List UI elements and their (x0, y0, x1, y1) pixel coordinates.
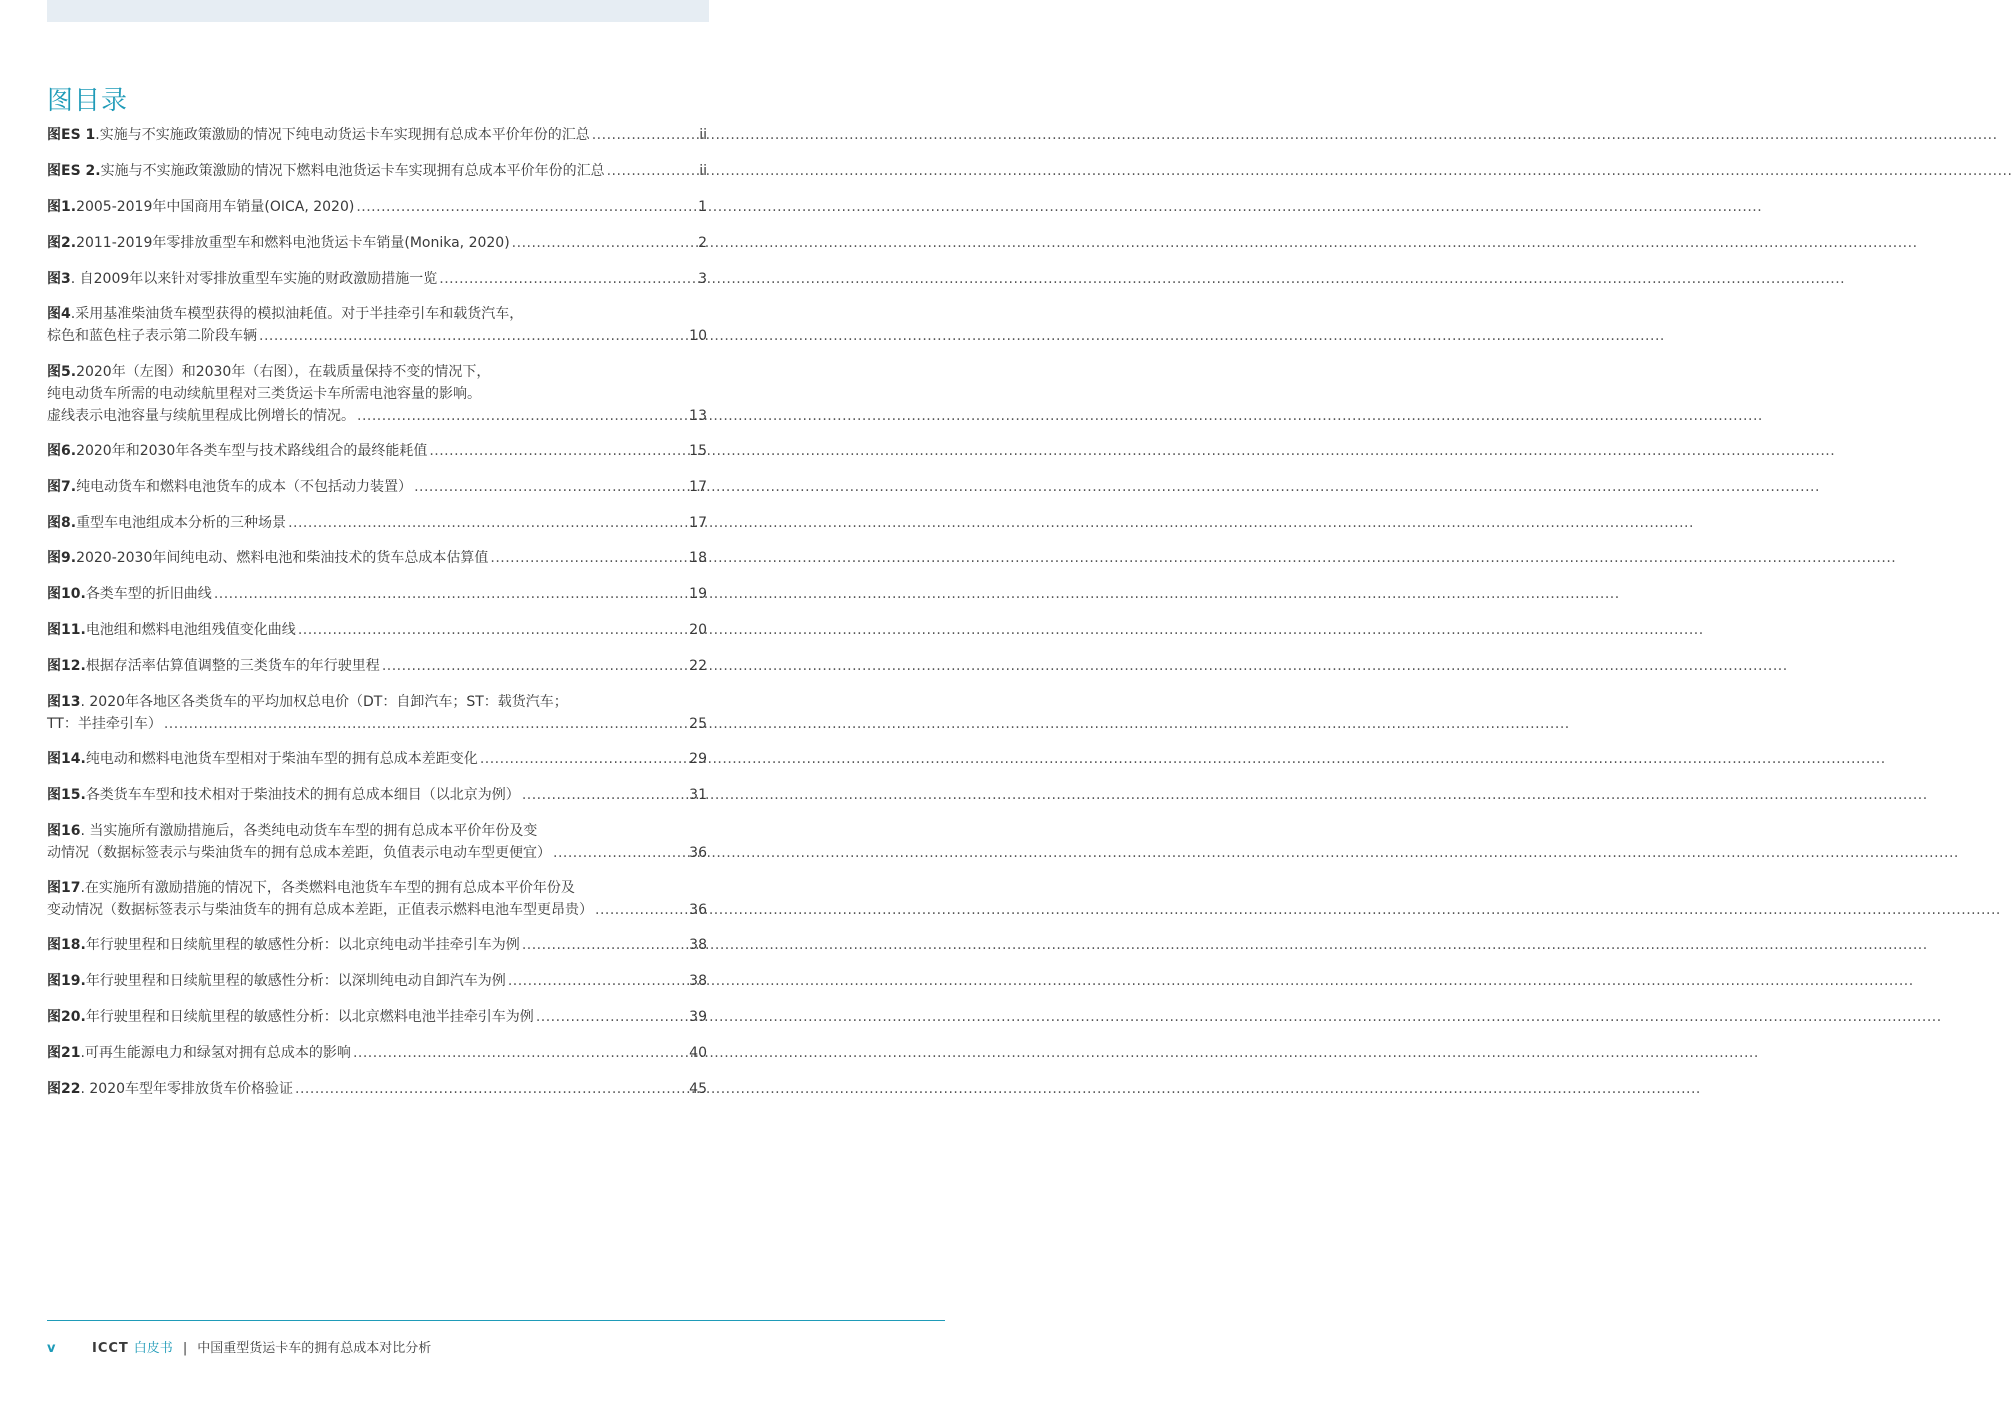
toc-dot-leader (382, 655, 687, 677)
toc-entry-line (47, 784, 707, 806)
toc-figure-label: 图4 (47, 306, 71, 322)
toc-dot-leader (512, 232, 696, 254)
toc-dot-leader (607, 160, 698, 182)
toc-figure-label: 图2. (47, 235, 77, 251)
toc-caption: 电池组和燃料电池组残值变化曲线 (85, 622, 296, 638)
footer-divider (47, 1320, 945, 1321)
toc-caption: 重型车电池组成本分析的三种场景 (76, 515, 287, 531)
toc-page-number: 19 (689, 586, 707, 602)
toc-caption: 变动情况（数据标签表示与柴油货车的拥有总成本差距，正值表示燃料电池车型更昂贵） (47, 902, 593, 918)
toc-caption: .可再生能源电力和绿氢对拥有总成本的影响 (80, 1045, 351, 1061)
toc-entry[interactable] (47, 784, 707, 806)
toc-page-number: 17 (689, 515, 707, 531)
toc-entry-line (47, 877, 707, 899)
toc-caption: . 自2009年以来针对零排放重型车实施的财政激励措施一览 (70, 271, 438, 287)
toc-dot-leader (288, 512, 687, 534)
toc-entry[interactable] (47, 583, 707, 605)
toc-dot-leader (353, 1042, 687, 1064)
toc-page-number: 38 (689, 973, 707, 989)
toc-figure-label: 图10. (47, 586, 86, 602)
toc-caption: 各类货车车型和技术相对于柴油技术的拥有总成本细目（以北京为例） (85, 787, 520, 803)
toc-dot-leader (490, 547, 687, 569)
toc-entry-line (47, 303, 707, 325)
toc-figure-label: 图15. (47, 787, 86, 803)
toc-figure-label: 图19. (47, 973, 86, 989)
toc-entry[interactable] (47, 655, 707, 677)
toc-caption: TT：半挂牵引车） (47, 716, 162, 732)
toc-entry[interactable] (47, 124, 707, 146)
toc-figure-label: 图17 (47, 880, 81, 896)
toc-figure-label: 图20. (47, 1009, 86, 1025)
toc-entry[interactable] (47, 476, 707, 498)
toc-page-number: 38 (689, 937, 707, 953)
toc-dot-leader (429, 440, 687, 462)
toc-entry-line (47, 547, 707, 569)
toc-page-number: 22 (689, 658, 707, 674)
toc-figure-label: 图3 (47, 271, 71, 287)
toc-page-number: 29 (689, 751, 707, 767)
toc-entry-line (47, 325, 707, 347)
toc-figure-label: 图22 (47, 1081, 81, 1097)
toc-entry-line (47, 1042, 707, 1064)
toc-entry[interactable] (47, 1042, 707, 1064)
toc-caption: 纯电动货车所需的电动续航里程对三类货运卡车所需电池容量的影响。 (47, 386, 481, 402)
toc-entry-line (47, 820, 707, 842)
footer (47, 1337, 431, 1356)
footer-org: ICCT (92, 1341, 129, 1356)
toc-entry-line (47, 1078, 707, 1100)
toc-caption: . 当实施所有激励措施后，各类纯电动货车车型的拥有总成本平价年份及变 (80, 823, 538, 839)
toc-caption: 年行驶里程和日续航里程的敏感性分析：以北京纯电动半挂牵引车为例 (85, 937, 520, 953)
toc-entry-line (47, 440, 707, 462)
header-band (47, 0, 709, 22)
toc-dot-leader (522, 934, 687, 956)
toc-page-number: 18 (689, 550, 707, 566)
toc-caption: 2020年和2030年各类车型与技术路线组合的最终能耗值 (76, 443, 428, 459)
toc-dot-leader (164, 713, 687, 735)
toc-entry[interactable] (47, 877, 707, 921)
toc-caption: 动情况（数据标签表示与柴油货车的拥有总成本差距，负值表示电动车型更便宜） (47, 845, 551, 861)
toc-caption: .在实施所有激励措施的情况下，各类燃料电池货车车型的拥有总成本平价年份及 (80, 880, 575, 896)
toc-entry-line (47, 512, 707, 534)
toc-dot-leader (439, 268, 696, 290)
toc-entry[interactable] (47, 547, 707, 569)
toc-entry-line (47, 405, 707, 427)
toc-entry[interactable] (47, 303, 707, 347)
toc-dot-leader (214, 583, 687, 605)
toc-entry[interactable] (47, 619, 707, 641)
toc-dot-leader (414, 476, 687, 498)
toc-caption: 年行驶里程和日续航里程的敏感性分析：以北京燃料电池半挂牵引车为例 (85, 1009, 534, 1025)
toc-entry-line (47, 124, 707, 146)
toc-dot-leader (595, 899, 687, 921)
toc-page-number: 45 (689, 1081, 707, 1097)
toc-caption: 年行驶里程和日续航里程的敏感性分析：以深圳纯电动自卸汽车为例 (85, 973, 506, 989)
toc-entry-line (47, 476, 707, 498)
toc-caption: 棕色和蓝色柱子表示第二阶段车辆 (47, 328, 257, 344)
toc-entry-line (47, 1006, 707, 1028)
toc-caption: 根据存活率估算值调整的三类货车的年行驶里程 (85, 658, 380, 674)
footer-page-number: v (47, 1341, 56, 1356)
toc-entry[interactable] (47, 820, 707, 864)
toc-entry-line (47, 160, 707, 182)
toc-entry[interactable] (47, 160, 707, 182)
toc-figure-label: 图6. (47, 443, 77, 459)
toc-figure-label: 图11. (47, 622, 86, 638)
toc-page-number: 17 (689, 479, 707, 495)
toc-caption: 2020-2030年间纯电动、燃料电池和柴油技术的货车总成本估算值 (76, 550, 489, 566)
footer-doc-type: 白皮书 (133, 1341, 173, 1356)
toc-entry[interactable] (47, 196, 707, 218)
toc-caption: 2011-2019年零排放重型车和燃料电池货运卡车销量(Monika, 2020) (76, 235, 510, 251)
toc-page-number: 10 (689, 328, 707, 344)
toc-page-number: 20 (689, 622, 707, 638)
footer-separator: | (182, 1341, 188, 1356)
toc-page-number: 3 (698, 271, 707, 287)
toc-entry[interactable] (47, 970, 707, 992)
toc-dot-leader (522, 784, 687, 806)
toc-entry-line (47, 842, 707, 864)
toc-caption: 各类车型的折旧曲线 (85, 586, 212, 602)
toc-dot-leader (357, 405, 687, 427)
toc-entry-line (47, 691, 707, 713)
toc-entry-line (47, 583, 707, 605)
toc-page-number: ii (699, 127, 707, 143)
toc-caption: . 2020车型年零排放货车价格验证 (80, 1081, 294, 1097)
toc-page-number: 36 (689, 902, 707, 918)
toc-caption: . 2020年各地区各类货车的平均加权总电价（DT：自卸汽车；ST：载货汽车； (80, 694, 568, 710)
toc-figure-label: 图18. (47, 937, 86, 953)
toc-figure-label: 图8. (47, 515, 77, 531)
toc-entry[interactable] (47, 361, 707, 427)
toc-page-number: 36 (689, 845, 707, 861)
toc-entry-line (47, 934, 707, 956)
toc-caption: 纯电动货车和燃料电池货车的成本（不包括动力装置） (76, 479, 413, 495)
toc-caption: 实施与不实施政策激励的情况下燃料电池货运卡车实现拥有总成本平价年份的汇总 (100, 163, 605, 179)
toc-figure-label: 图7. (47, 479, 77, 495)
toc-figure-label: 图ES 1 (47, 127, 96, 143)
toc-dot-leader (536, 1006, 687, 1028)
toc-entry-line (47, 383, 707, 405)
toc-entry-line (47, 268, 707, 290)
toc-entry-line (47, 232, 707, 254)
toc-figure-label: 图9. (47, 550, 77, 566)
footer-doc-title: 中国重型货运卡车的拥有总成本对比分析 (197, 1341, 432, 1356)
toc-page-number: 39 (689, 1009, 707, 1025)
toc-entry-line (47, 713, 707, 735)
toc-dot-leader (480, 748, 687, 770)
toc-dot-leader (553, 842, 687, 864)
toc-entry[interactable] (47, 232, 707, 254)
toc-entry[interactable] (47, 1078, 707, 1100)
toc-figure-label: 图13 (47, 694, 81, 710)
toc-entry-line (47, 619, 707, 641)
toc-page-number: 13 (689, 408, 707, 424)
toc-page-number: 15 (689, 443, 707, 459)
toc-caption: 纯电动和燃料电池货车型相对于柴油车型的拥有总成本差距变化 (85, 751, 478, 767)
toc-entry[interactable] (47, 748, 707, 770)
toc-dot-leader (356, 196, 696, 218)
toc-entry[interactable] (47, 934, 707, 956)
toc-dot-leader (295, 1078, 687, 1100)
toc-entry-line (47, 899, 707, 921)
toc-entry-line (47, 748, 707, 770)
toc-dot-leader (592, 124, 698, 146)
toc-entry[interactable] (47, 1006, 707, 1028)
toc-caption: .采用基准柴油货车模型获得的模拟油耗值。对于半挂牵引车和载货汽车， (70, 306, 524, 322)
toc-entry[interactable] (47, 268, 707, 290)
toc-caption: 2005-2019年中国商用车销量(OICA, 2020) (76, 199, 355, 215)
toc-figure-label: 图21 (47, 1045, 81, 1061)
toc-caption: 2020年（左图）和2030年（右图），在载质量保持不变的情况下， (76, 364, 491, 380)
toc-dot-leader (508, 970, 687, 992)
toc-page-number: 40 (689, 1045, 707, 1061)
toc-figure-label: 图ES 2. (47, 163, 101, 179)
toc-entry-line (47, 196, 707, 218)
toc-dot-leader (298, 619, 687, 641)
toc-entry-line (47, 361, 707, 383)
toc-page-number: 25 (689, 716, 707, 732)
toc-figure-label: 图5. (47, 364, 77, 380)
toc-caption: 虚线表示电池容量与续航里程成比例增长的情况。 (47, 408, 355, 424)
toc-figure-label: 图1. (47, 199, 77, 215)
toc-figure-label: 图14. (47, 751, 86, 767)
toc-page-number: 31 (689, 787, 707, 803)
toc-page-number: ii (699, 163, 707, 179)
toc-page-number: 1 (698, 199, 707, 215)
page-title: 图目录 (47, 86, 129, 116)
toc-dot-leader (259, 325, 687, 347)
toc-figure-label: 图12. (47, 658, 86, 674)
toc-entry[interactable] (47, 691, 707, 735)
toc-figure-label: 图16 (47, 823, 81, 839)
toc-entry-line (47, 655, 707, 677)
toc-caption: .实施与不实施政策激励的情况下纯电动货运卡车实现拥有总成本平价年份的汇总 (95, 127, 590, 143)
toc-entry-line (47, 970, 707, 992)
toc-entry[interactable] (47, 440, 707, 462)
toc-page-number: 2 (698, 235, 707, 251)
toc-entry[interactable] (47, 512, 707, 534)
